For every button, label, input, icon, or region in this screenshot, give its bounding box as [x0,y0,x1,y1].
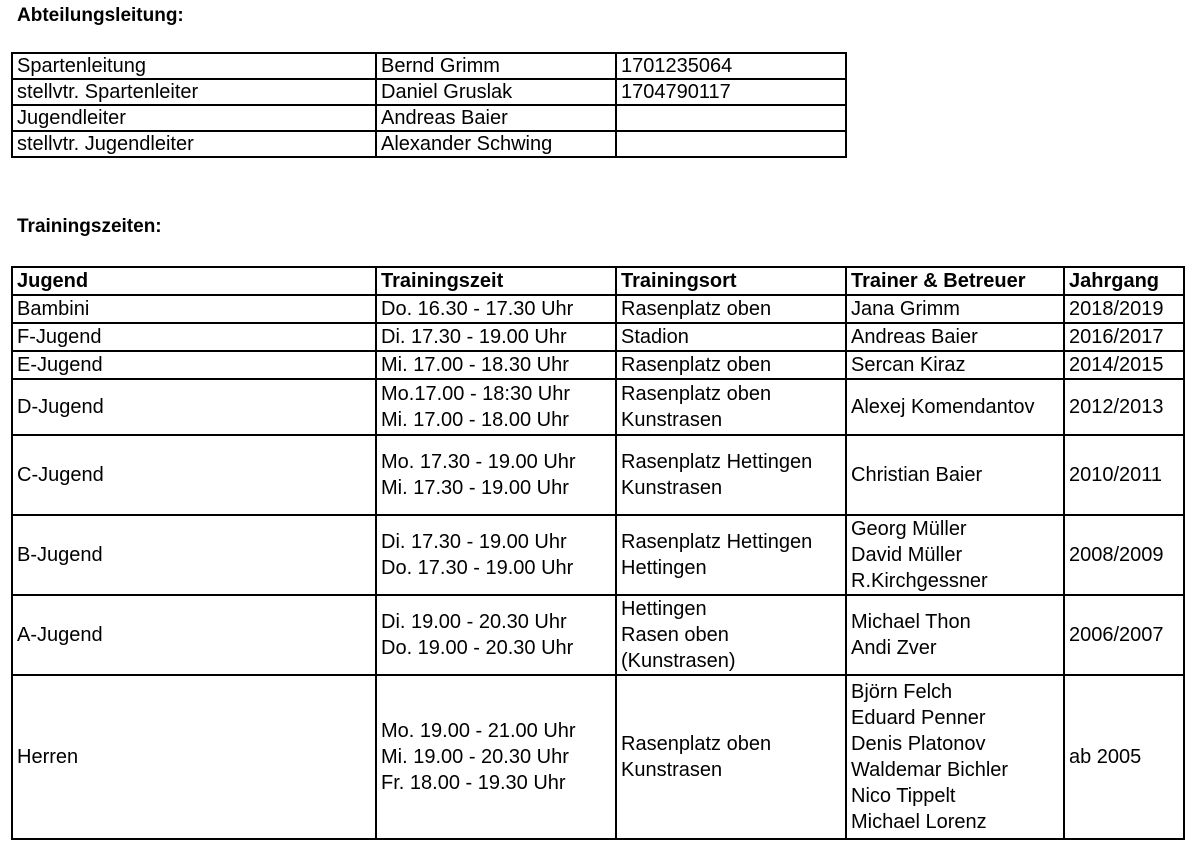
table-row [12,435,1184,515]
team-cell: Bambini [12,295,376,323]
role-cell: Spartenleitung [12,53,376,79]
place-cell: Rasenplatz Hettingen Hettingen [616,515,846,595]
role-cell: Jugendleiter [12,105,376,131]
year-cell: 2014/2015 [1064,351,1184,379]
place-cell: Rasenplatz oben Kunstrasen [616,379,846,435]
trainers-cell: Björn Felch Eduard Penner Denis Platonov Waldemar Bichler Nico Tippelt Michael Lorenz [846,675,1064,839]
leitung-row [12,79,846,105]
table-row [12,295,1184,323]
team-cell: Herren [12,675,376,839]
team-cell: D-Jugend [12,379,376,435]
team-cell: A-Jugend [12,595,376,675]
section-title-leitung: Abteilungsleitung: [17,5,184,26]
time-cell: Di. 17.30 - 19.00 Uhr Do. 17.30 - 19.00 Uhr [376,515,616,595]
place-cell: Stadion [616,323,846,351]
header-team: Jugend [12,267,376,295]
leitung-row [12,131,846,157]
year-cell: 2008/2009 [1064,515,1184,595]
name-cell: Bernd Grimm [376,53,616,79]
year-cell: 2006/2007 [1064,595,1184,675]
time-cell: Di. 17.30 - 19.00 Uhr [376,323,616,351]
trainers-cell: Michael Thon Andi Zver [846,595,1064,675]
year-cell: 2018/2019 [1064,295,1184,323]
header-place: Trainingsort [616,267,846,295]
place-cell: Rasenplatz oben [616,295,846,323]
time-cell: Mi. 17.00 - 18.30 Uhr [376,351,616,379]
year-cell: 2012/2013 [1064,379,1184,435]
time-cell: Di. 19.00 - 20.30 Uhr Do. 19.00 - 20.30 Uhr [376,595,616,675]
time-cell: Mo.17.00 - 18:30 Uhr Mi. 17.00 - 18.00 Uhr [376,379,616,435]
trainers-cell: Andreas Baier [846,323,1064,351]
place-cell: Rasenplatz oben Kunstrasen [616,675,846,839]
trainers-cell: Christian Baier [846,435,1064,515]
phone-cell: 1701235064 [616,53,846,79]
team-cell: E-Jugend [12,351,376,379]
year-cell: 2010/2011 [1064,435,1184,515]
trainers-cell: Alexej Komendantov [846,379,1064,435]
place-cell: Rasenplatz Hettingen Kunstrasen [616,435,846,515]
role-cell: stellvtr. Jugendleiter [12,131,376,157]
table-row [12,515,1184,595]
table-row [12,379,1184,435]
time-cell: Mo. 19.00 - 21.00 Uhr Mi. 19.00 - 20.30 Uhr Fr. 18.00 - 19.30 Uhr [376,675,616,839]
phone-cell [616,105,846,131]
header-row [12,267,1184,295]
table-row [12,351,1184,379]
leitung-row [12,105,846,131]
year-cell: 2016/2017 [1064,323,1184,351]
training-table [11,266,1185,840]
phone-cell: 1704790117 [616,79,846,105]
place-cell: Hettingen Rasen oben (Kunstrasen) [616,595,846,675]
time-cell: Do. 16.30 - 17.30 Uhr [376,295,616,323]
header-time: Trainingszeit [376,267,616,295]
trainers-cell: Jana Grimm [846,295,1064,323]
team-cell: B-Jugend [12,515,376,595]
time-cell: Mo. 17.30 - 19.00 Uhr Mi. 17.30 - 19.00 Uhr [376,435,616,515]
name-cell: Andreas Baier [376,105,616,131]
team-cell: F-Jugend [12,323,376,351]
role-cell: stellvtr. Spartenleiter [12,79,376,105]
leitung-table [11,52,847,158]
place-cell: Rasenplatz oben [616,351,846,379]
name-cell: Alexander Schwing [376,131,616,157]
team-cell: C-Jugend [12,435,376,515]
leitung-row [12,53,846,79]
header-year: Jahrgang [1064,267,1184,295]
table-row [12,595,1184,675]
table-row [12,675,1184,839]
header-trainers: Trainer & Betreuer [846,267,1064,295]
year-cell: ab 2005 [1064,675,1184,839]
section-title-training: Trainingszeiten: [17,216,162,237]
phone-cell [616,131,846,157]
name-cell: Daniel Gruslak [376,79,616,105]
trainers-cell: Georg Müller David Müller R.Kirchgessner [846,515,1064,595]
trainers-cell: Sercan Kiraz [846,351,1064,379]
table-row [12,323,1184,351]
